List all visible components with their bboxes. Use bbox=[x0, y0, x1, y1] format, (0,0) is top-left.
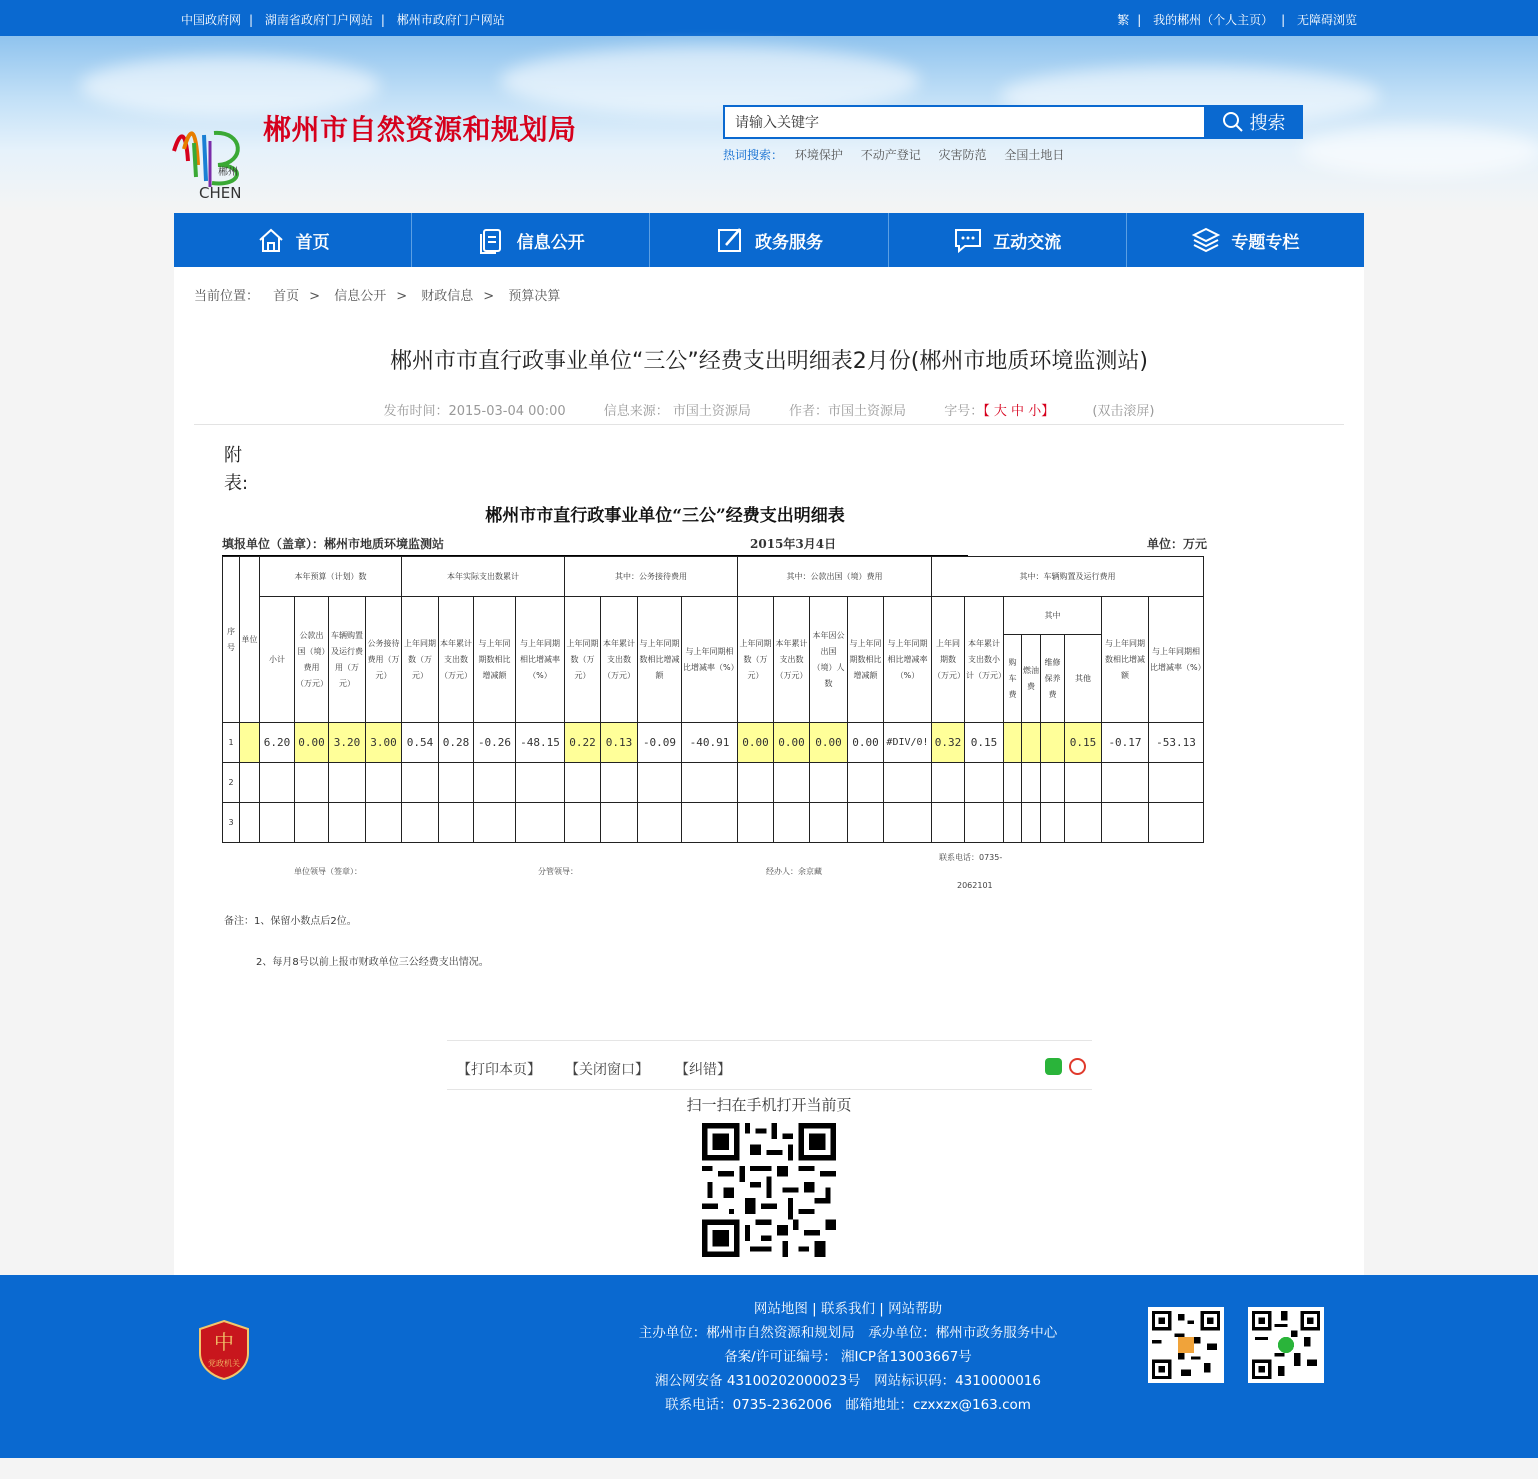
home-icon bbox=[256, 225, 286, 255]
footer-links[interactable]: 网站地图 | 联系我们 | 网站帮助 bbox=[753, 1301, 943, 1317]
font-size-control: 字号：【 大 中 小】 bbox=[944, 404, 1055, 419]
fill-unit-name: 填报单位（盖章）：郴州市地质环境监测站 bbox=[222, 537, 445, 551]
header-cell: 单位 bbox=[240, 557, 260, 723]
content-panel bbox=[174, 267, 1364, 1275]
header-cell: 与上年同期数相比增减额 bbox=[474, 597, 516, 723]
footer-icp[interactable]: 备案/许可证编号： 湘ICP备13003667号 bbox=[724, 1349, 972, 1365]
header-cell: 上年同期数（万元） bbox=[932, 597, 965, 723]
header-cell: 其中：公务接待费用 bbox=[565, 557, 738, 597]
header-cell: 与上年同期数相比增减额 bbox=[638, 597, 682, 723]
party-gov-badge[interactable] bbox=[198, 1319, 250, 1381]
scan-text: 扫一扫在手机打开当前页 bbox=[686, 1096, 852, 1114]
font-large[interactable]: 大 bbox=[993, 404, 1007, 419]
chat-icon bbox=[953, 225, 983, 255]
hot-word[interactable]: 灾害防范 bbox=[938, 148, 987, 162]
document-icon bbox=[477, 225, 507, 255]
header-cell: 本年累计支出数小计（万元） bbox=[965, 597, 1004, 723]
header-cell: 维修保养费 bbox=[1041, 635, 1065, 723]
link-gov-cn[interactable]: 中国政府网 bbox=[181, 13, 242, 27]
table-cell: 0.00 bbox=[810, 723, 848, 763]
link-chenzhou[interactable]: 郴州市政府门户网站 bbox=[396, 13, 505, 27]
expense-table bbox=[222, 556, 1204, 843]
footer-qr-code bbox=[1148, 1307, 1224, 1383]
hot-word[interactable]: 不动产登记 bbox=[860, 148, 921, 162]
header-cell: 本年累计支出数（万元） bbox=[601, 597, 638, 723]
note-1: 备注：1、保留小数点后2位。 bbox=[224, 916, 357, 927]
note-2: 2、每月8号以前上报市财政单位三公经费支出情况。 bbox=[256, 957, 489, 968]
hot-word[interactable]: 环境保护 bbox=[794, 148, 843, 162]
table-row bbox=[223, 763, 1204, 803]
nav-label: 信息公开 bbox=[516, 232, 585, 253]
footer-info bbox=[630, 1297, 1066, 1417]
nav-interaction[interactable] bbox=[889, 213, 1127, 267]
weibo-icon[interactable] bbox=[1069, 1058, 1086, 1075]
header-cell: 本年预算（计划）数 bbox=[260, 557, 402, 597]
breadcrumb-item[interactable]: 预算决算 bbox=[508, 289, 561, 304]
table-cell: 2 bbox=[223, 763, 240, 803]
header-cell: 序号 bbox=[223, 557, 240, 723]
site-logo[interactable] bbox=[166, 91, 250, 203]
action-bar bbox=[447, 1040, 1092, 1090]
sig-leader: 单位领导（签章）： bbox=[294, 867, 362, 876]
table-cell bbox=[1022, 723, 1041, 763]
header-cell: 与上年同期相比增减率（%） bbox=[516, 597, 565, 723]
link-accessible[interactable]: 无障碍浏览 bbox=[1296, 13, 1357, 27]
nav-info-public[interactable] bbox=[412, 213, 650, 267]
sig-phone-cont: 2062101 bbox=[957, 881, 993, 890]
table-cell bbox=[1041, 723, 1065, 763]
dblclick-scroll[interactable]: (双击滚屏) bbox=[1092, 404, 1155, 419]
breadcrumb: 当前位置： 首页 > 信息公开 > 财政信息 > 预算决算 bbox=[194, 289, 561, 304]
qr-code bbox=[702, 1123, 836, 1257]
nav-label: 政务服务 bbox=[755, 232, 823, 253]
logo-small-text: 郴州 bbox=[218, 167, 238, 178]
article-title: 郴州市市直行政事业单位“三公”经费支出明细表2月份(郴州市地质环境监测站) bbox=[390, 349, 1148, 374]
correct-button[interactable]: 【纠错】 bbox=[675, 1062, 731, 1078]
header-cell: 购车费 bbox=[1004, 635, 1022, 723]
nav-gov-service[interactable] bbox=[650, 213, 888, 267]
footer-host: 主办单位：郴州市自然资源和规划局 承办单位：郴州市政务服务中心 bbox=[638, 1325, 1058, 1341]
table-cell: 0.00 bbox=[295, 723, 329, 763]
table-cell: 0.00 bbox=[848, 723, 884, 763]
nav-label: 专题专栏 bbox=[1231, 232, 1300, 253]
header-cell: 燃油费 bbox=[1022, 635, 1041, 723]
publish-time: 发布时间：2015-03-04 00:00 bbox=[383, 404, 566, 419]
header bbox=[0, 36, 1538, 213]
nav-label: 互动交流 bbox=[993, 232, 1062, 253]
table-cell: -40.91 bbox=[682, 723, 738, 763]
top-bar bbox=[0, 0, 1538, 36]
table-cell: 0.32 bbox=[932, 723, 965, 763]
logo-text: CHEN bbox=[199, 184, 242, 202]
header-cell: 其他 bbox=[1065, 635, 1102, 723]
footer-contact: 联系电话：0735-2362006 邮箱地址：czxxzx@163.com bbox=[665, 1397, 1031, 1413]
table-cell: #DIV/0! bbox=[884, 723, 932, 763]
table-cell: 0.00 bbox=[774, 723, 810, 763]
breadcrumb-item[interactable]: 信息公开 bbox=[334, 289, 387, 304]
print-button[interactable]: 【打印本页】 bbox=[457, 1062, 541, 1078]
breadcrumb-label: 当前位置： bbox=[194, 289, 260, 304]
table-title: 郴州市市直行政事业单位“三公”经费支出明细表 bbox=[485, 506, 845, 526]
main-nav bbox=[174, 213, 1364, 267]
header-cell: 本年累计支出数（万元） bbox=[774, 597, 810, 723]
table-cell: -0.17 bbox=[1102, 723, 1149, 763]
header-cell: 公务接待费用（万元） bbox=[366, 597, 402, 723]
header-cell: 小计 bbox=[260, 597, 295, 723]
bottom-strip bbox=[0, 1458, 1538, 1479]
table-cell: 0.15 bbox=[965, 723, 1004, 763]
table-cell bbox=[240, 723, 260, 763]
fill-unit: 单位：万元 bbox=[1146, 537, 1207, 551]
svg-text:中: 中 bbox=[214, 1330, 234, 1354]
search-button[interactable] bbox=[1204, 105, 1303, 139]
badge-text: 党政机关 bbox=[208, 1359, 240, 1368]
hot-words-label: 热词搜索： bbox=[723, 148, 784, 162]
link-traditional[interactable]: 繁 bbox=[1117, 13, 1130, 27]
nav-home[interactable] bbox=[174, 213, 412, 267]
table-cell: 3.00 bbox=[366, 723, 402, 763]
table-cell: 0.54 bbox=[402, 723, 439, 763]
sig-fenguan: 分管领导： bbox=[538, 867, 578, 876]
table-cell: 0.00 bbox=[738, 723, 774, 763]
article-meta bbox=[174, 400, 1364, 419]
search-input[interactable] bbox=[725, 107, 1195, 137]
sig-jingban: 经办人：余京藏 bbox=[766, 867, 822, 876]
font-medium[interactable]: 中 bbox=[1011, 404, 1025, 419]
header-cell: 上年同期数（万元） bbox=[565, 597, 601, 723]
table-cell: 0.22 bbox=[565, 723, 601, 763]
table-cell: 3.20 bbox=[329, 723, 366, 763]
table-row bbox=[223, 803, 1204, 843]
header-cell: 本年累计支出数（万元） bbox=[439, 597, 474, 723]
header-cell: 与上年同期数相比增减额 bbox=[848, 597, 884, 723]
divider bbox=[194, 424, 1344, 425]
search-box bbox=[723, 105, 1303, 139]
search-icon bbox=[1222, 111, 1244, 133]
header-cell: 其中：车辆购置及运行费用 bbox=[932, 557, 1204, 597]
footer-qr-code bbox=[1248, 1307, 1324, 1383]
header-cell: 其中 bbox=[1004, 597, 1102, 635]
header-cell: 与上年同期相比增减率（%） bbox=[1149, 597, 1204, 723]
table-cell bbox=[1004, 723, 1022, 763]
font-small[interactable]: 小 bbox=[1028, 404, 1042, 419]
header-cell: 上年同期数（万元） bbox=[402, 597, 439, 723]
top-links: 中国政府网 | 湖南省政府门户网站 | 郴州市政府门户网站 bbox=[181, 13, 505, 27]
article-source: 信息来源： 市国土资源局 bbox=[603, 404, 751, 419]
table-cell: 0.15 bbox=[1065, 723, 1102, 763]
table-cell: -0.09 bbox=[638, 723, 682, 763]
top-right-links: 繁 | 我的郴州（个人主页） | 无障碍浏览 bbox=[1117, 13, 1357, 27]
header-cell: 本年因公出国（境）人数 bbox=[810, 597, 848, 723]
link-my-chenzhou[interactable]: 我的郴州（个人主页） bbox=[1153, 13, 1274, 27]
search-button-label: 搜索 bbox=[1249, 113, 1286, 134]
close-window-button[interactable]: 【关闭窗口】 bbox=[565, 1062, 649, 1078]
header-cell: 上年同期数（万元） bbox=[738, 597, 774, 723]
table-cell: -0.26 bbox=[474, 723, 516, 763]
article-author: 作者：市国土资源局 bbox=[789, 404, 907, 419]
table-cell: 6.20 bbox=[260, 723, 295, 763]
table-row bbox=[223, 723, 1204, 763]
table-cell: 0.28 bbox=[439, 723, 474, 763]
breadcrumb-item[interactable]: 财政信息 bbox=[421, 289, 474, 304]
header-cell: 与上年同期相比增减率（%） bbox=[682, 597, 738, 723]
header-cell: 与上年同期数相比增减额 bbox=[1102, 597, 1149, 723]
link-hunan[interactable]: 湖南省政府门户网站 bbox=[264, 13, 373, 27]
header-cell: 车辆购置及运行费用（万元） bbox=[329, 597, 366, 723]
fill-date: 2015年3月4日 bbox=[750, 537, 837, 551]
nav-label: 首页 bbox=[295, 232, 330, 253]
table-cell: -48.15 bbox=[516, 723, 565, 763]
hot-words bbox=[723, 146, 1078, 163]
layers-icon bbox=[1191, 225, 1221, 255]
breadcrumb-item[interactable]: 首页 bbox=[273, 289, 300, 304]
header-cell: 其中：公款出国（境）费用 bbox=[738, 557, 932, 597]
header-cell: 公款出国（境）费用（万元） bbox=[295, 597, 329, 723]
table-cell: 3 bbox=[223, 803, 240, 843]
header-cell: 本年实际支出数累计 bbox=[402, 557, 565, 597]
wechat-icon[interactable] bbox=[1045, 1058, 1062, 1075]
nav-special[interactable] bbox=[1127, 213, 1364, 267]
footer bbox=[0, 1275, 1538, 1458]
header-cell: 与上年同期相比增减率（%） bbox=[884, 597, 932, 723]
site-title: 郴州市自然资源和规划局 bbox=[263, 113, 577, 146]
table-cell: -53.13 bbox=[1149, 723, 1204, 763]
table-cell: 0.13 bbox=[601, 723, 638, 763]
hot-word[interactable]: 全国土地日 bbox=[1004, 148, 1065, 162]
attachment-label: 附 表: bbox=[224, 445, 249, 494]
footer-police[interactable]: 湘公网安备 43100202000023号 网站标识码：4310000016 bbox=[655, 1373, 1041, 1389]
sig-phone: 联系电话：0735- bbox=[939, 853, 1003, 862]
edit-icon bbox=[715, 225, 745, 255]
table-cell: 1 bbox=[223, 723, 240, 763]
